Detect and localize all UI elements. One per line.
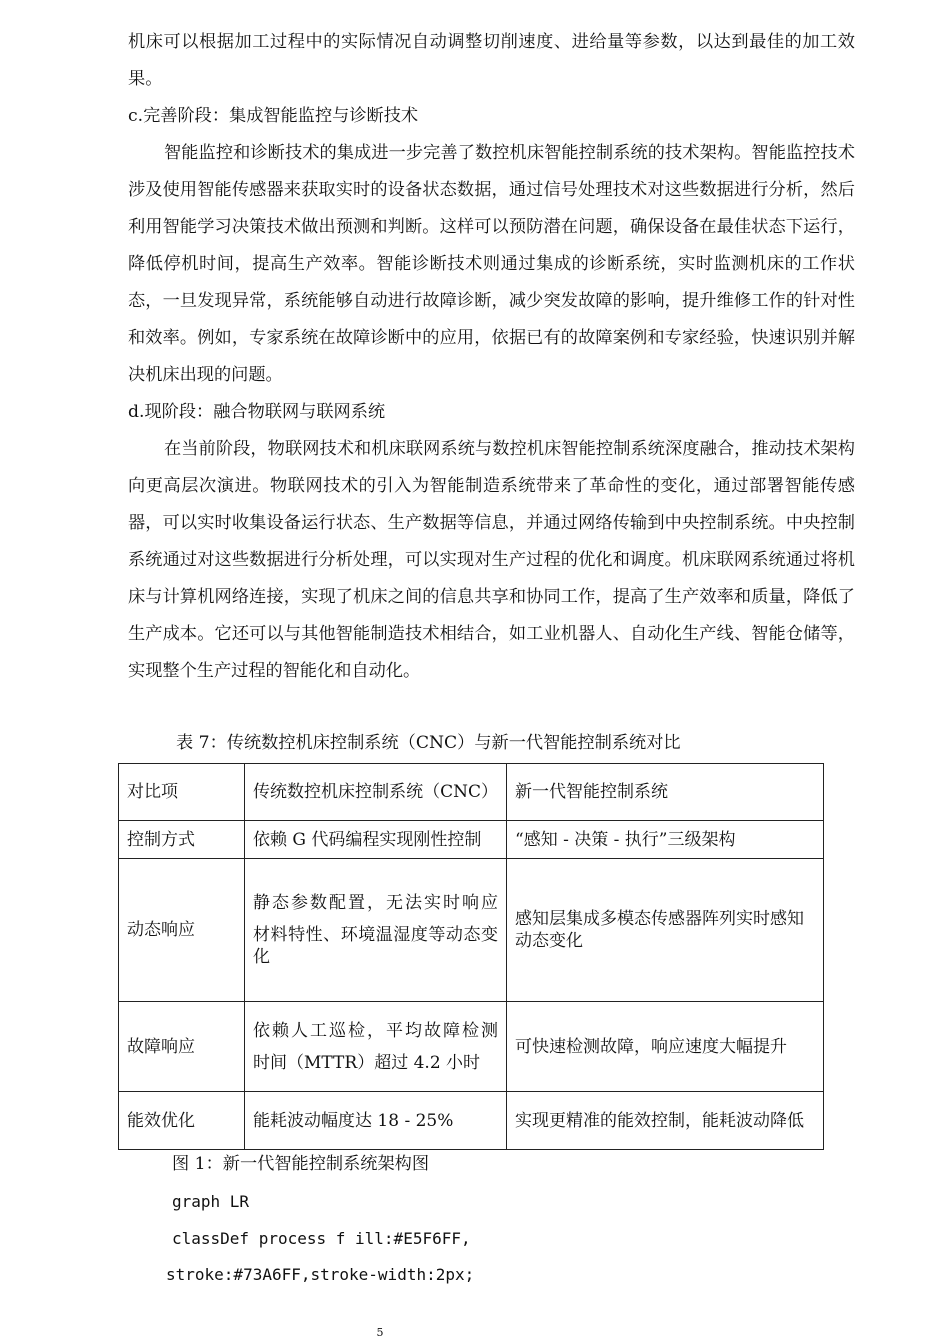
code-line: graph LR [172,1192,250,1211]
table-row [119,1002,824,1092]
code-line: stroke:#73A6FF,stroke-width:2px; [166,1265,475,1284]
comparison-table [118,763,824,1150]
header-traditional: 传统数控机床控制系统（CNC） [245,764,507,821]
table-row [119,859,824,1002]
figure-caption: 图 1：新一代智能控制系统架构图 [172,1154,430,1174]
row-traditional: 依赖 G 代码编程实现刚性控制 [245,821,507,859]
row-item: 能效优化 [119,1092,245,1150]
page-number: 5 [376,1326,384,1339]
row-traditional: 能耗波动幅度达 18 - 25% [245,1092,507,1150]
paragraph-iot: 在当前阶段，物联网技术和机床联网系统与数控机床智能控制系统深度融合，推动技术架构向更高层次演进。物联网技术的引入为智能制造系统带来了革命性的变化，通过部署智能传感器，可以实时收集设备运行状态、生产数据等信息，并通过网络传输到中央控制系统。中央控制系统通过对这些数据进行分析处理，可以实现对生产过程的优化和调度。机床联网系统通过将机床与计算机网络连接，实现了机床之间的信息共享和协同工作，提高了生产效率和质量，降低了生产成本。它还可以与其他智能制造技术相结合，如工业机器人、自动化生产线、智能仓储等，实现整个生产过程的智能化和自动化。 [128,439,855,681]
table-caption: 表 7：传统数控机床控制系统（CNC）与新一代智能控制系统对比 [176,733,681,753]
section-heading-d: d.现阶段：融合物联网与联网系统 [128,402,386,422]
row-new: 可快速检测故障，响应速度大幅提升 [507,1002,824,1092]
row-traditional: 静态参数配置，无法实时响应 材料特性、环境温湿度等动态变化 [245,859,507,1002]
row-traditional: 依赖人工巡检，平均故障检测 时间（MTTR）超过 4.2 小时 [245,1002,507,1092]
row-new: 实现更精准的能效控制，能耗波动降低 [507,1092,824,1150]
header-item: 对比项 [119,764,245,821]
row-new: “感知 - 决策 - 执行”三级架构 [507,821,824,859]
table-row [119,1092,824,1150]
paragraph-intro: 机床可以根据加工过程中的实际情况自动调整切削速度、进给量等参数，以达到最佳的加工效果。 [128,32,855,89]
row-item: 控制方式 [119,821,245,859]
paragraph-monitoring: 智能监控和诊断技术的集成进一步完善了数控机床智能控制系统的技术架构。智能监控技术涉及使用智能传感器来获取实时的设备状态数据，通过信号处理技术对这些数据进行分析，然后利用智能学习决策技术做出预测和判断。这样可以预防潜在问题，确保设备在最佳状态下运行，降低停机时间，提高生产效率。智能诊断技术则通过集成的诊断系统，实时监测机床的工作状态，一旦发现异常，系统能够自动进行故障诊断，减少突发故障的影响，提升维修工作的针对性和效率。例如，专家系统在故障诊断中的应用，依据已有的故障案例和专家经验，快速识别并解决机床出现的问题。 [128,143,855,385]
section-heading-c: c.完善阶段：集成智能监控与诊断技术 [128,106,419,126]
row-item: 故障响应 [119,1002,245,1092]
table-row [119,821,824,859]
code-line: classDef process f ill:#E5F6FF, [172,1229,471,1248]
header-new: 新一代智能控制系统 [507,764,824,821]
row-item: 动态响应 [119,859,245,1002]
row-new: 感知层集成多模态传感器阵列实时感知动态变化 [507,859,824,1002]
table-header-row [119,764,824,821]
